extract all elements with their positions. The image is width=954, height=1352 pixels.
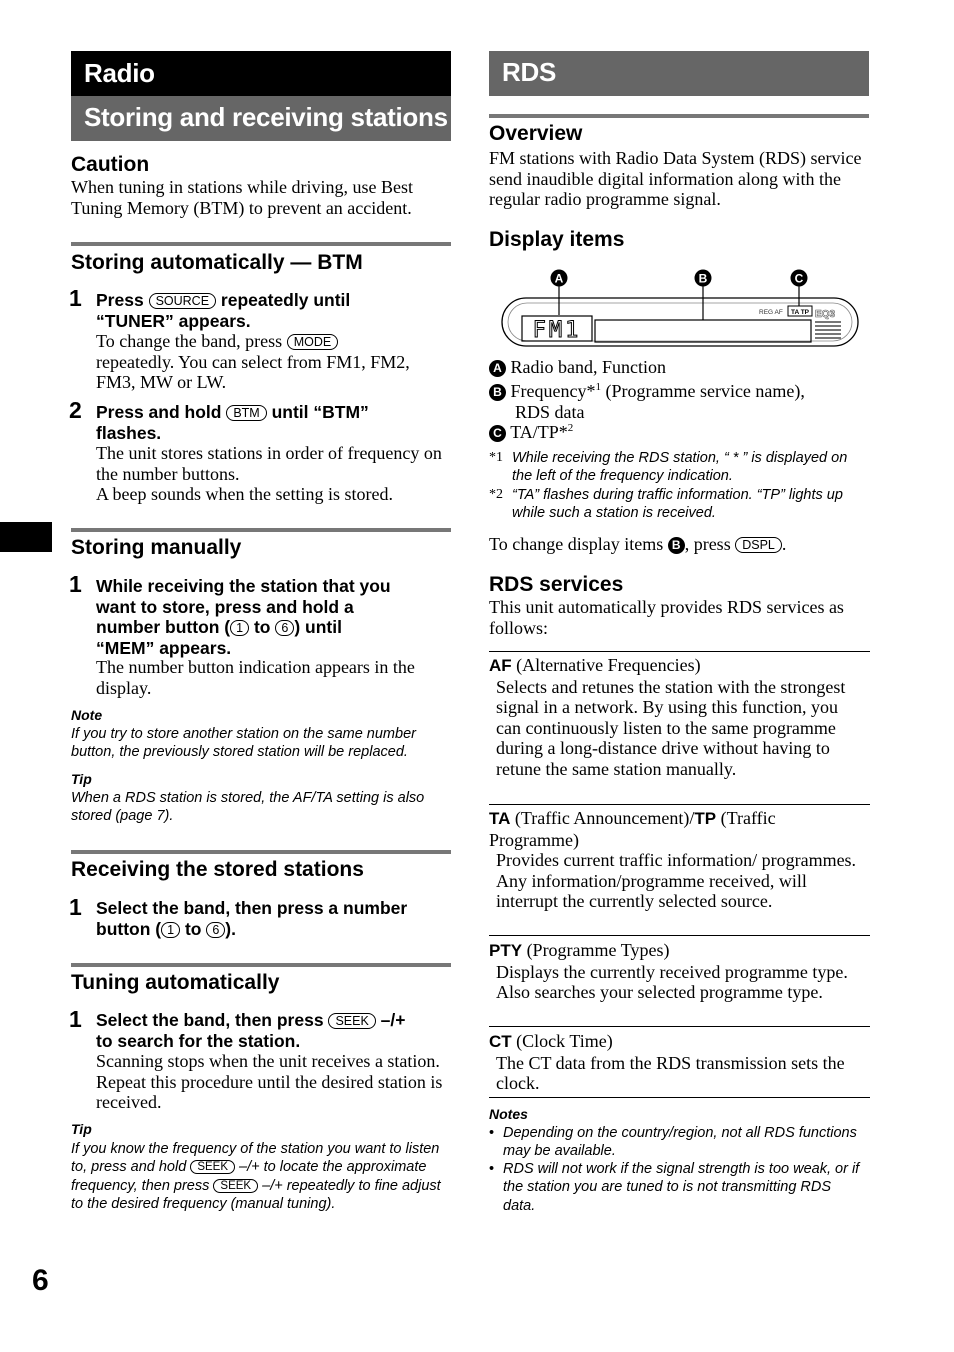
number-button-6: 6 [206, 922, 225, 938]
display-item-a: A Radio band, Function [489, 357, 666, 378]
service-ta-tp: TA (Traffic Announcement)/TP (Traffic Programme) Provides current traffic information/ programmes. Any information/programme received, will interrupt the currently selected source. [489, 808, 857, 911]
footnote-mark-2: *2 [489, 487, 503, 502]
step-number: 1 [69, 571, 82, 597]
step-number: 1 [69, 285, 82, 311]
seek-button: SEEK [190, 1160, 235, 1174]
callout-a [551, 270, 568, 287]
callout-c [791, 270, 808, 287]
rds-services-heading: RDS services [489, 573, 624, 596]
section-rule [71, 528, 451, 532]
seek-button: SEEK [213, 1179, 258, 1193]
page-number: 6 [32, 1264, 49, 1297]
tuning-step1-heading: Select the band, then press SEEK –/+ to search for the station. [96, 1010, 406, 1051]
manual-step1-body: The number button indication appears in the display. [96, 657, 415, 698]
section-rule [489, 114, 869, 118]
section-rule [71, 850, 451, 854]
callout-c-label: C [794, 271, 804, 286]
btm-step1-heading: Press SOURCE repeatedly until “TUNER” appears. [96, 290, 351, 331]
service-ct: CT (Clock Time) The CT data from the RDS transmission sets the clock. [489, 1031, 845, 1093]
table-divider [489, 1097, 870, 1098]
dspl-button: DSPL [735, 537, 782, 553]
display-item-c: C TA/TP*$^2$ [489, 418, 573, 443]
callout-b [695, 270, 712, 287]
footnote-1: While receiving the RDS station, “ * ” is displayed on the left of the frequency indication. [512, 450, 848, 485]
step-number: 1 [69, 1006, 82, 1032]
lcd-band-text: FM1 [532, 318, 582, 343]
caution-text: When tuning in stations while driving, use Best Tuning Memory (BTM) to prevent an accident. [71, 177, 413, 218]
number-button-6: 6 [275, 620, 294, 636]
display-items-heading: Display items [489, 228, 625, 251]
tip-heading: Tip [71, 771, 92, 787]
callout-b-icon: B [668, 537, 685, 554]
number-button-1: 1 [161, 922, 180, 938]
step-number: 2 [69, 397, 82, 423]
change-display-text: To change display items B , press DSPL . [489, 534, 787, 554]
manual-heading: Storing manually [71, 536, 242, 559]
service-pty: PTY (Programme Types) Displays the currently received programme type. Also searches your selected programme type. [489, 940, 848, 1002]
section-rule [71, 242, 451, 246]
table-divider [489, 804, 870, 805]
tuning-heading: Tuning automatically [71, 971, 280, 994]
reg-af-indicator: REG AF [759, 309, 783, 316]
section-tab-marker [0, 522, 52, 552]
notes-heading: Notes [489, 1106, 528, 1122]
tip-heading: Tip [71, 1121, 92, 1137]
service-af: AF (Alternative Frequencies) Selects and retunes the station with the strongest signal in a network. By using this function, you can continuously listen to the same programme during a long-distance drive without having to retune the same station manually. [489, 655, 846, 779]
callout-a-icon: A [489, 360, 506, 377]
overview-heading: Overview [489, 122, 583, 145]
table-divider [489, 935, 870, 936]
display-illustration [500, 265, 862, 351]
table-divider [489, 1026, 870, 1027]
note-text: If you try to store another station on the same number button, the previously stored station will be replaced. [71, 726, 416, 761]
receive-heading: Receiving the stored stations [71, 858, 364, 881]
section-subtitle-storing: Storing and receiving stations [71, 96, 451, 141]
section-title-rds: RDS [489, 51, 869, 96]
section-title-radio: Radio [71, 51, 451, 96]
btm-step2-body: The unit stores stations in order of frequency on the number buttons. A beep sounds when the setting is stored. [96, 443, 442, 504]
btm-step1-body: To change the band, press MODE repeatedly. You can select from FM1, FM2, FM3, MW or LW. [96, 331, 410, 392]
callout-b-icon: B [489, 384, 506, 401]
callout-a-label: A [554, 271, 564, 286]
step-number: 1 [69, 894, 82, 920]
caution-heading: Caution [71, 153, 150, 176]
callout-b-label: B [698, 271, 708, 286]
btm-button: BTM [226, 405, 266, 421]
receive-step1-heading: Select the band, then press a number button ( 1 to 6 ). [96, 898, 408, 939]
manual-step1-heading: While receiving the station that you want to store, press and hold a number button ( 1 to 6 ) until “MEM” appears. [96, 576, 391, 658]
section-rule [71, 963, 451, 967]
tip-text: If you know the frequency of the station you want to listen to, press and hold SEEK –/+ to locate the approximate frequency, then press SEEK –/+ repeatedly to fine adjust to the desired frequency (manual tuning). [71, 1141, 441, 1212]
btm-heading: Storing automatically — BTM [71, 251, 363, 274]
note-bullet-1: • Depending on the country/region, not all RDS functions may be available. [489, 1125, 857, 1160]
display-item-b: B Frequency*$^1$ (Programme service name), RDS data [489, 377, 864, 422]
overview-text: FM stations with Radio Data System (RDS) service send inaudible digital information along with the regular radio programme signal. [489, 148, 862, 209]
note-heading: Note [71, 707, 103, 723]
number-button-1: 1 [230, 620, 249, 636]
seek-button: SEEK [328, 1013, 375, 1029]
rds-services-intro: This unit automatically provides RDS services as follows: [489, 597, 844, 638]
mode-button: MODE [287, 334, 339, 350]
btm-step2-heading: Press and hold BTM until “BTM” flashes. [96, 402, 369, 443]
tip-text: When a RDS station is stored, the AF/TA setting is also stored (page 7). [71, 790, 425, 825]
table-divider [489, 651, 870, 652]
note-bullet-2: • RDS will not work if the signal strength is too weak, or if the station you are tuned to is not transmitting RDS data. [489, 1161, 860, 1214]
callout-c-icon: C [489, 425, 506, 442]
footnote-mark-1: *1 [489, 450, 503, 465]
ta-tp-indicator: TA TP [790, 309, 810, 316]
eq3-indicator: EQ3 [815, 309, 836, 320]
source-button: SOURCE [149, 293, 216, 309]
footnote-2: “TA” flashes during traffic information. “TP” lights up while such a station is received. [512, 487, 843, 522]
tuning-step1-body: Scanning stops when the unit receives a station. Repeat this procedure until the desired station is received. [96, 1051, 443, 1112]
